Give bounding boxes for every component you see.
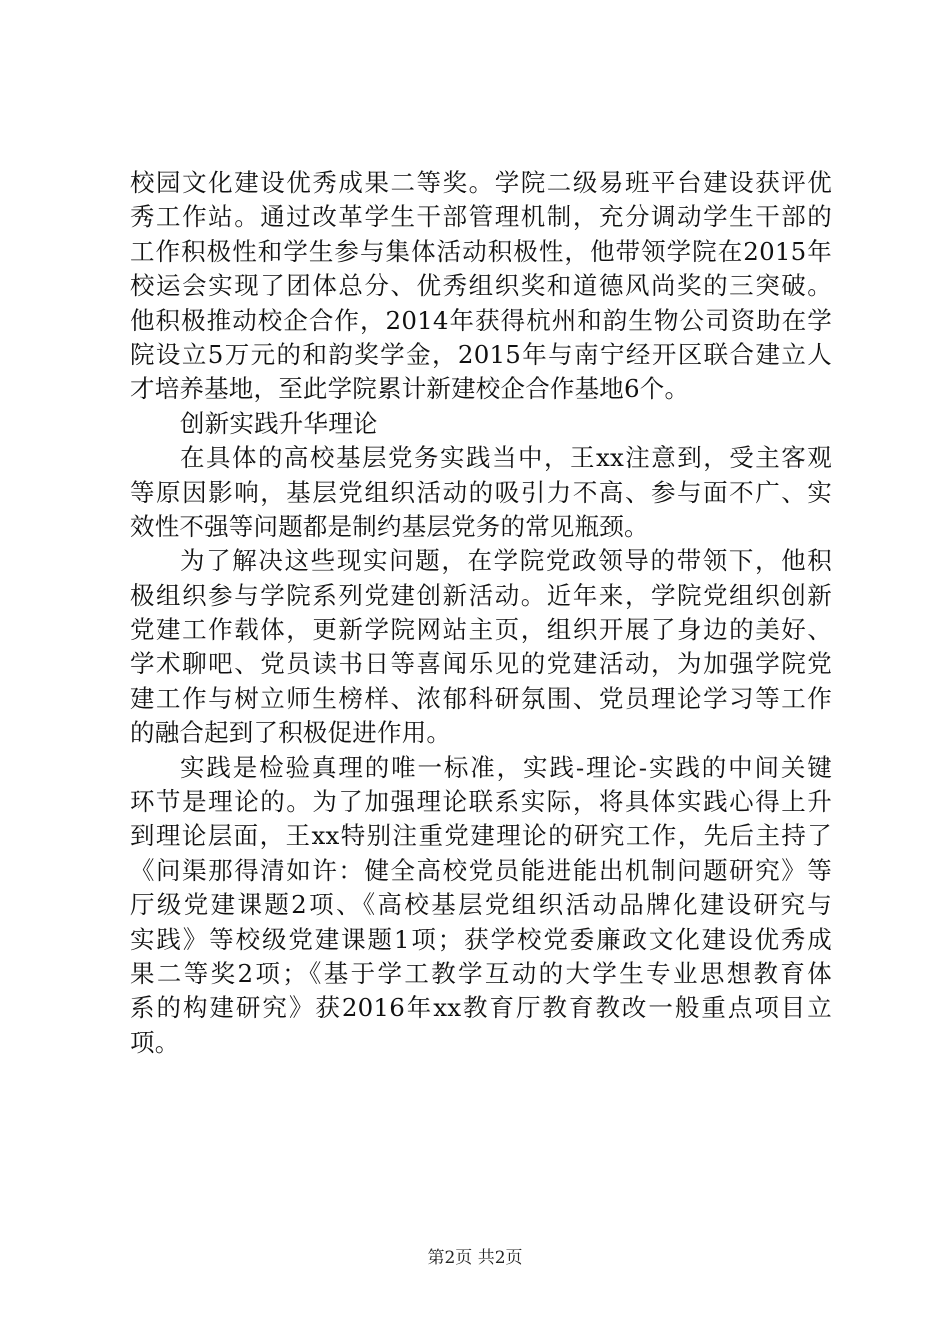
text-line: 在具体的高校基层党务实践当中，王xx注意到，受主客观 [180,443,832,473]
text-line: 建工作与树立师生榜样、浓郁科研氛围、党员理论学习等工作 [130,683,832,713]
text-line: 《问渠那得清如许：健全高校党员能进能出机制问题研究》等 [130,855,832,885]
text-line: 实践是检验真理的唯一标准，实践-理论-实践的中间关键 [180,752,832,782]
page-footer: 第2页 共2页 [427,1248,523,1268]
text-line: 效性不强等问题都是制约基层党务的常见瓶颈。 [130,511,649,541]
text-line: 系的构建研究》获2016年xx教育厅教育教改一般重点项目立 [130,993,832,1023]
text-line: 校园文化建设优秀成果二等奖。学院二级易班平台建设获评优 [130,168,832,197]
section-heading: 创新实践升华理论 [180,408,378,438]
text-line: 环节是理论的。为了加强理论联系实际，将具体实践心得上升 [130,787,832,817]
text-line: 秀工作站。通过改革学生干部管理机制，充分调动学生干部的 [130,202,832,232]
text-line: 校运会实现了团体总分、优秀组织奖和道德风尚奖的三突破。 [130,271,832,301]
text-line: 工作积极性和学生参与集体活动积极性，他带领学院在2015年 [130,236,832,266]
text-line: 果二等奖2项；《基于学工教学互动的大学生专业思想教育体 [130,958,832,988]
text-line: 项。 [130,1027,180,1057]
text-line: 等原因影响，基层党组织活动的吸引力不高、参与面不广、实 [130,477,832,507]
text-line: 学术聊吧、党员读书日等喜闻乐见的党建活动，为加强学院党 [130,649,832,679]
text-line: 极组织参与学院系列党建创新活动。近年来，学院党组织创新 [130,580,832,610]
text-line: 党建工作载体，更新学院网站主页，组织开展了身边的美好、 [130,615,832,645]
text-line: 到理论层面，王xx特别注重党建理论的研究工作，先后主持了 [130,821,832,851]
text-line: 才培养基地，至此学院累计新建校企合作基地6个。 [130,374,690,404]
text-line: 他积极推动校企合作，2014年获得杭州和韵生物公司资助在学 [130,305,832,335]
text-line: 的融合起到了积极促进作用。 [130,718,452,748]
text-line: 厅级党建课题2项、《高校基层党组织活动品牌化建设研究与 [130,890,832,920]
body-text [130,166,832,1060]
text-line: 为了解决这些现实问题，在学院党政领导的带领下，他积 [180,546,832,576]
text-line: 实践》等校级党建课题1项；获学校党委廉政文化建设优秀成 [130,924,832,954]
text-line: 院设立5万元的和韵奖学金，2015年与南宁经开区联合建立人 [130,339,832,369]
